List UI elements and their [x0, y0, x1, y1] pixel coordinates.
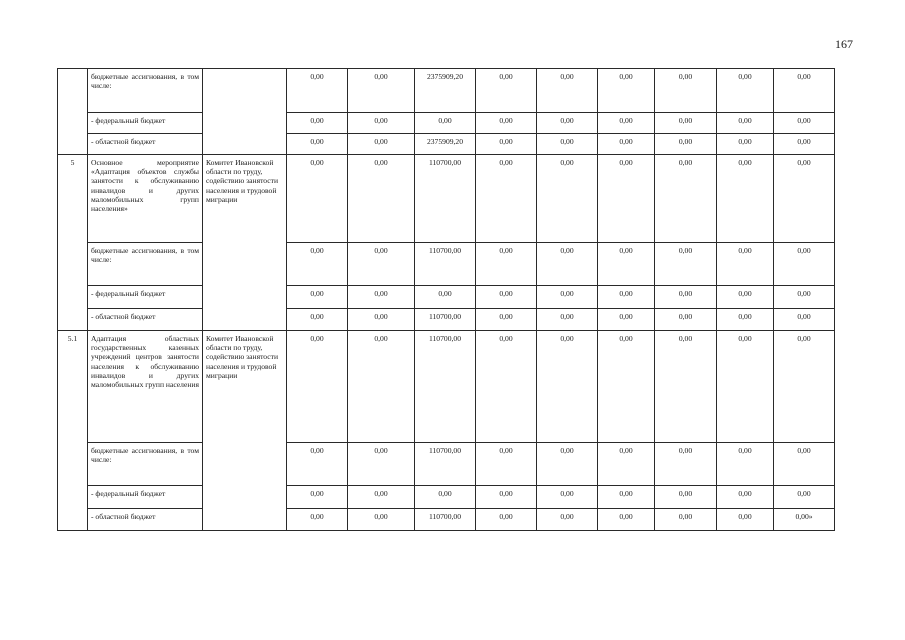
value-cell: 0,00: [598, 155, 655, 243]
value-cell: 110700,00: [415, 243, 476, 286]
value-cell: 0,00: [476, 486, 537, 509]
table-row: [58, 155, 835, 243]
value-cell: 0,00: [287, 443, 348, 486]
value-cell: 0,00: [348, 309, 415, 331]
value-cell: 0,00: [348, 331, 415, 443]
value-cell: 0,00: [717, 286, 774, 309]
value-cell: 0,00: [537, 486, 598, 509]
value-cell: 0,00: [348, 243, 415, 286]
value-cell: 0,00: [537, 286, 598, 309]
row-number: 5.1: [58, 331, 88, 531]
value-cell: 0,00: [655, 155, 717, 243]
value-cell: 0,00: [287, 509, 348, 531]
executor-cell: Комитет Ивановской области по труду, содействию занятости населения и трудовой миграции: [203, 155, 287, 331]
value-cell: 110700,00: [415, 155, 476, 243]
value-cell: 0,00: [476, 509, 537, 531]
value-cell: 0,00: [476, 286, 537, 309]
value-cell: 2375909,20: [415, 134, 476, 155]
executor-cell: Комитет Ивановской области по труду, содействию занятости населения и трудовой миграции: [203, 331, 287, 531]
value-cell: 0,00: [774, 443, 835, 486]
value-cell: 0,00: [598, 331, 655, 443]
row-label: - областной бюджет: [88, 134, 203, 155]
table-row: [58, 113, 835, 134]
value-cell: 0,00: [655, 309, 717, 331]
value-cell: 0,00: [348, 69, 415, 113]
value-cell: 0,00: [537, 331, 598, 443]
table-row: [58, 509, 835, 531]
value-cell: 0,00: [655, 113, 717, 134]
value-cell: 0,00: [655, 443, 717, 486]
value-cell: 0,00: [415, 286, 476, 309]
value-cell: 0,00: [717, 309, 774, 331]
value-cell: 0,00: [287, 69, 348, 113]
row-label: - федеральный бюджет: [88, 286, 203, 309]
value-cell: 0,00: [655, 286, 717, 309]
table-row: [58, 134, 835, 155]
row-label: - областной бюджет: [88, 309, 203, 331]
row-label: - федеральный бюджет: [88, 486, 203, 509]
value-cell: 0,00: [348, 286, 415, 309]
value-cell: 0,00: [537, 155, 598, 243]
value-cell: 0,00: [415, 113, 476, 134]
value-cell: 0,00: [537, 134, 598, 155]
value-cell: 0,00: [287, 331, 348, 443]
value-cell: 2375909,20: [415, 69, 476, 113]
value-cell: 0,00: [348, 486, 415, 509]
row-number: 5: [58, 155, 88, 331]
row-label: Основное мероприятие «Адаптация объектов службы занятости к обслуживанию инвалидов и других маломобильных групп населения»: [88, 155, 203, 243]
row-label: бюджетные ассигнования, в том числе:: [88, 243, 203, 286]
value-cell: 0,00: [717, 113, 774, 134]
value-cell: 0,00: [717, 155, 774, 243]
value-cell: 0,00: [774, 243, 835, 286]
value-cell: 110700,00: [415, 509, 476, 531]
table-row: [58, 286, 835, 309]
value-cell: 0,00: [537, 113, 598, 134]
value-cell: 0,00: [476, 331, 537, 443]
value-cell: 0,00: [537, 509, 598, 531]
value-cell: 0,00: [655, 243, 717, 286]
value-cell: 0,00: [287, 243, 348, 286]
table-row: [58, 243, 835, 286]
value-cell: 0,00: [717, 443, 774, 486]
value-cell: 0,00: [655, 509, 717, 531]
value-cell: 0,00: [537, 243, 598, 286]
value-cell: 0,00: [655, 486, 717, 509]
value-cell: 0,00: [598, 134, 655, 155]
value-cell: 0,00: [598, 243, 655, 286]
value-cell: 0,00: [598, 486, 655, 509]
value-cell: 0,00: [655, 134, 717, 155]
value-cell: 110700,00: [415, 331, 476, 443]
value-cell: 0,00: [717, 486, 774, 509]
value-cell: 0,00: [476, 113, 537, 134]
value-cell: 0,00: [598, 113, 655, 134]
row-label: - федеральный бюджет: [88, 113, 203, 134]
row-label: - областной бюджет: [88, 509, 203, 531]
value-cell: 110700,00: [415, 443, 476, 486]
value-cell: 0,00: [774, 486, 835, 509]
value-cell: 0,00: [348, 134, 415, 155]
value-cell: 0,00: [476, 69, 537, 113]
value-cell: 0,00: [717, 331, 774, 443]
page-number: 167: [835, 37, 853, 51]
value-cell: 0,00: [348, 509, 415, 531]
value-cell: 0,00: [287, 309, 348, 331]
value-cell: 110700,00: [415, 309, 476, 331]
row-number: [58, 69, 88, 155]
value-cell: 0,00: [287, 155, 348, 243]
value-cell: 0,00: [476, 443, 537, 486]
value-cell: 0,00: [598, 286, 655, 309]
value-cell: 0,00: [774, 69, 835, 113]
value-cell: 0,00: [476, 243, 537, 286]
row-label: бюджетные ассигнования, в том числе:: [88, 69, 203, 113]
row-label: Адаптация областных государственных казенных учреждений центров занятости населения к обслуживанию инвалидов и других маломобильных групп населения: [88, 331, 203, 443]
value-cell: 0,00: [476, 134, 537, 155]
value-cell: 0,00: [655, 69, 717, 113]
value-cell: 0,00: [598, 509, 655, 531]
value-cell: 0,00: [717, 243, 774, 286]
table-row: [58, 443, 835, 486]
budget-table: [57, 68, 835, 531]
value-cell: 0,00: [774, 113, 835, 134]
table-row: [58, 69, 835, 113]
value-cell: 0,00: [537, 309, 598, 331]
value-cell: 0,00: [655, 331, 717, 443]
value-cell: 0,00: [774, 309, 835, 331]
value-cell: 0,00: [348, 113, 415, 134]
value-cell: 0,00: [348, 155, 415, 243]
value-cell: 0,00: [415, 486, 476, 509]
value-cell: 0,00: [537, 69, 598, 113]
value-cell: 0,00: [598, 69, 655, 113]
value-cell: 0,00: [476, 309, 537, 331]
value-cell: 0,00: [287, 286, 348, 309]
value-cell: 0,00: [348, 443, 415, 486]
value-cell: 0,00: [537, 443, 598, 486]
table-row: [58, 331, 835, 443]
executor-cell: [203, 69, 287, 155]
value-cell: 0,00: [774, 286, 835, 309]
value-cell: 0,00: [717, 509, 774, 531]
value-cell: 0,00: [717, 134, 774, 155]
value-cell: 0,00: [287, 486, 348, 509]
value-cell: 0,00: [774, 134, 835, 155]
value-cell: 0,00: [774, 331, 835, 443]
value-cell: 0,00: [774, 155, 835, 243]
value-cell: 0,00: [287, 113, 348, 134]
value-cell: 0,00: [598, 309, 655, 331]
table-row: [58, 309, 835, 331]
table-row: [58, 486, 835, 509]
value-cell: 0,00»: [774, 509, 835, 531]
value-cell: 0,00: [476, 155, 537, 243]
value-cell: 0,00: [598, 443, 655, 486]
value-cell: 0,00: [717, 69, 774, 113]
row-label: бюджетные ассигнования, в том числе:: [88, 443, 203, 486]
value-cell: 0,00: [287, 134, 348, 155]
